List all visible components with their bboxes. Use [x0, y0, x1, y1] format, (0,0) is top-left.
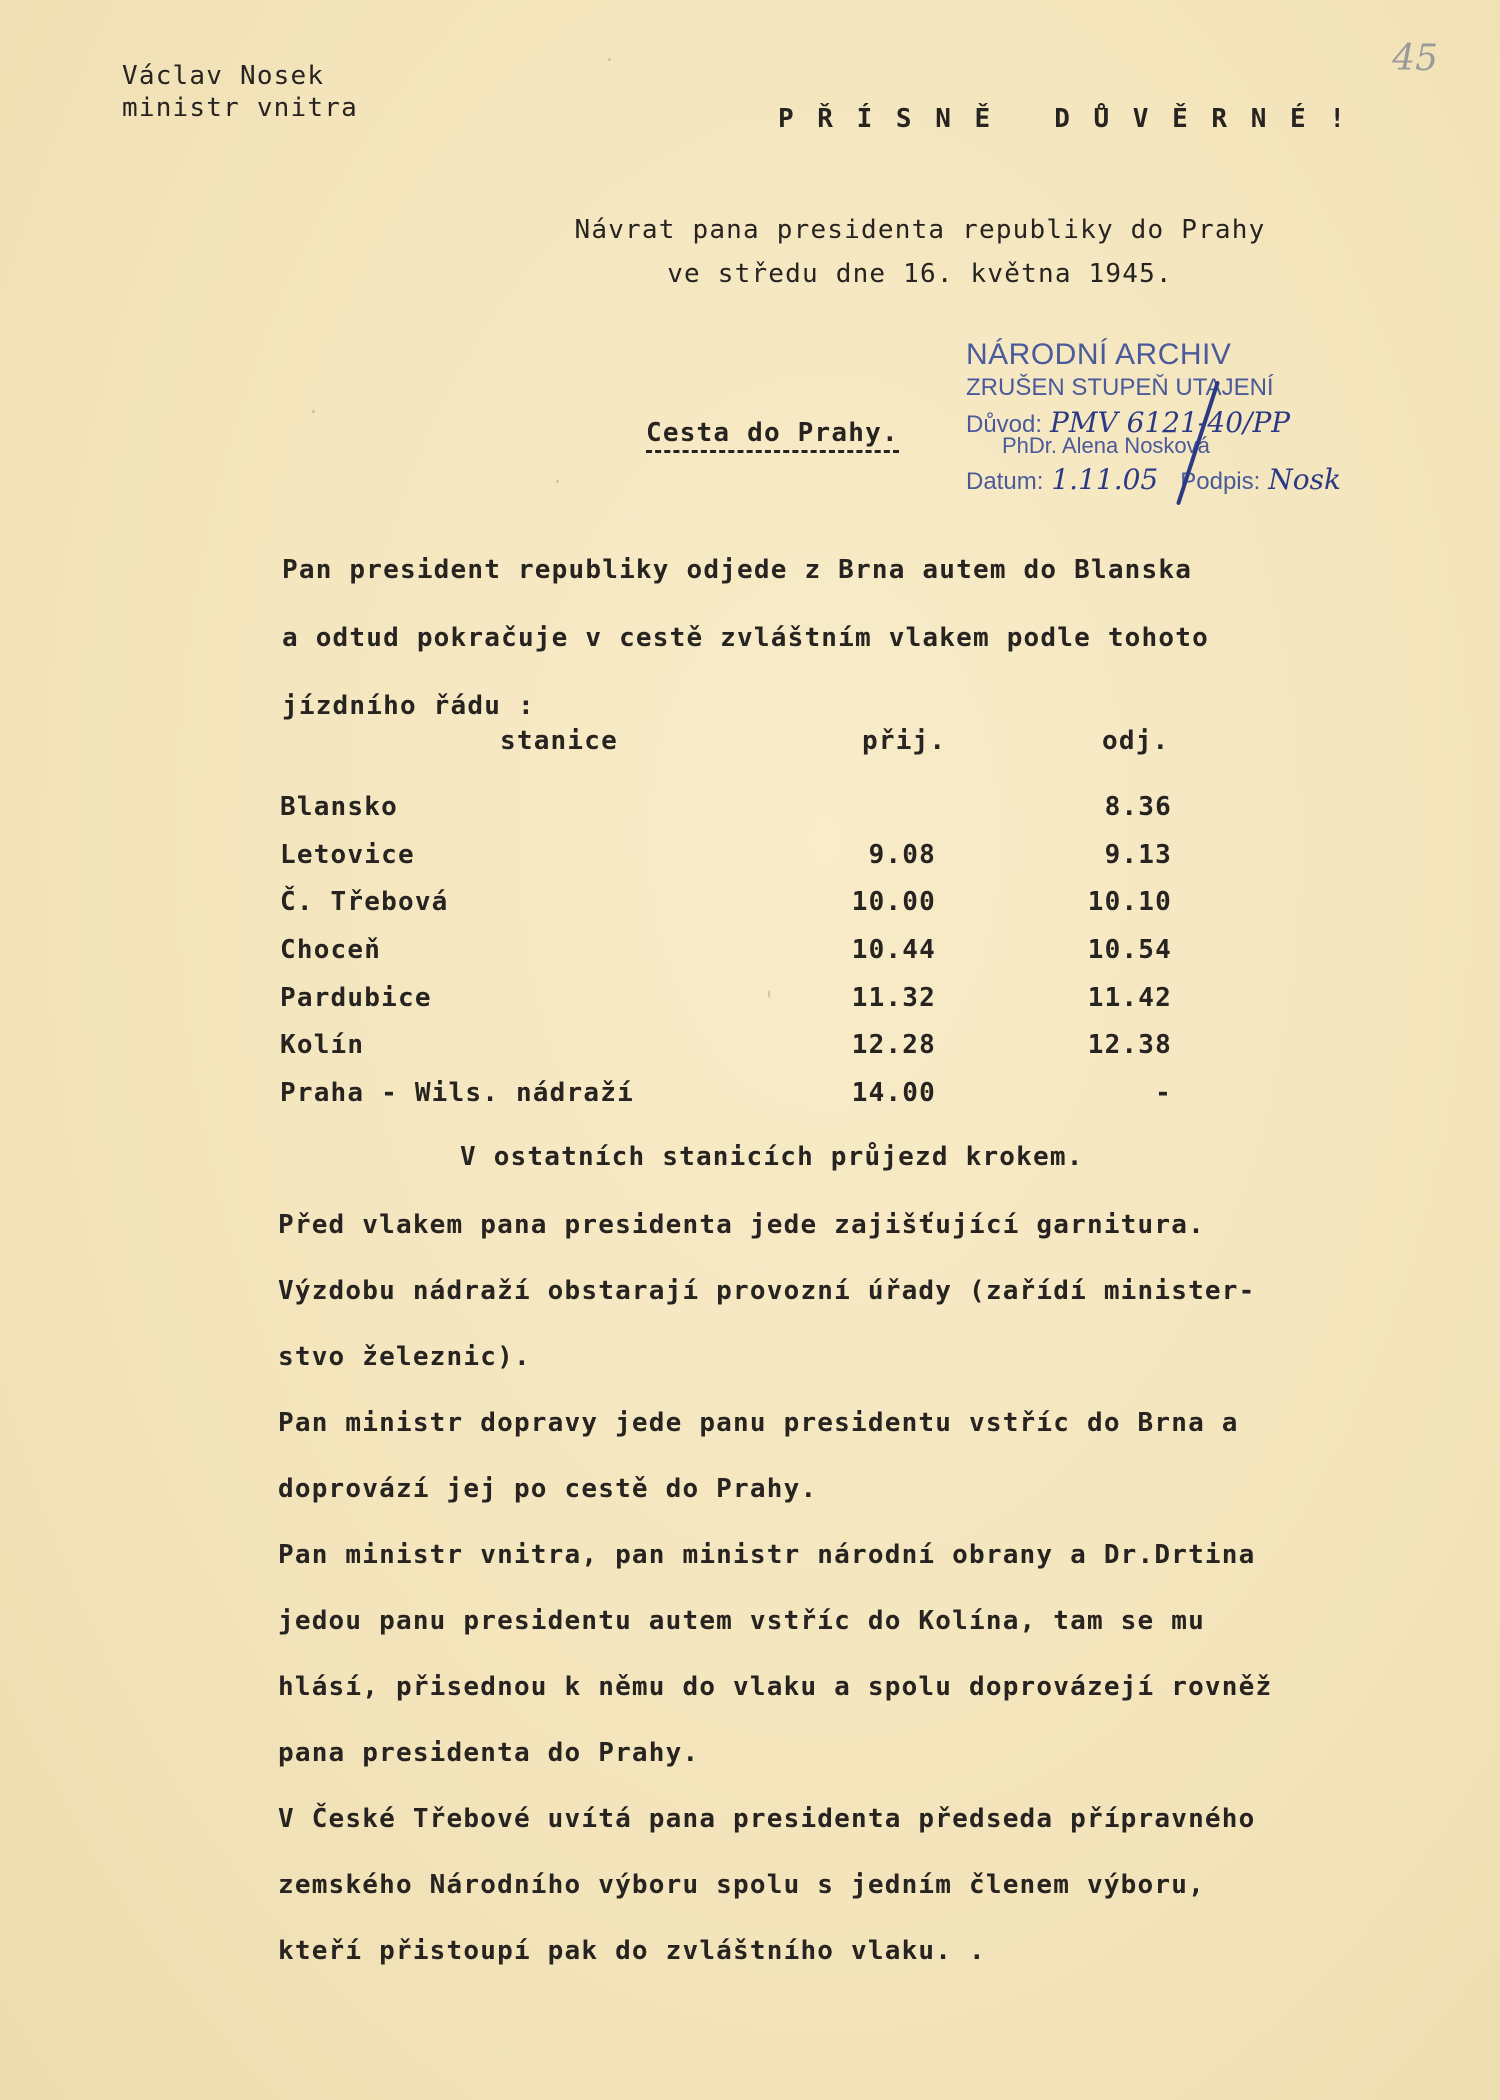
stamp-signature-label: Podpis: [1180, 468, 1261, 495]
sender-name: Václav Nosek [122, 61, 325, 91]
title-line-2: ve středu dne 16. května 1945. [667, 259, 1173, 289]
departure-time: - [1155, 1078, 1172, 1108]
body-line: Výzdobu nádraží obstarají provozní úřady (zařídí minister- [278, 1276, 1256, 1306]
body-line: V České Třebové uvítá pana presidenta předseda přípravného [278, 1804, 1256, 1834]
timetable-header-row [0, 726, 1500, 774]
classification-word-1: P Ř Í S N Ě [778, 104, 995, 134]
stamp-signature-value: Nosk [1268, 463, 1341, 496]
body-line: doprovází jej po cestě do Prahy. [278, 1474, 818, 1504]
body-line: Před vlakem pana presidenta jede zajišťující garnitura. [278, 1210, 1205, 1240]
stamp-date-value: 1.11.05 [1051, 463, 1159, 496]
body-line: zemského Národního výboru spolu s jedním členem výboru, [278, 1870, 1205, 1900]
classification-word-2: D Ů V Ě R N É ! [1054, 104, 1349, 134]
arrival-time: 14.00 [851, 1078, 936, 1108]
paper-speck [608, 58, 611, 61]
paper-speck [768, 990, 770, 998]
sender-block [122, 60, 358, 124]
body-line: jedou panu presidentu autem vstříc do Kolína, tam se mu [278, 1606, 1205, 1636]
header-station: stanice [500, 726, 618, 756]
station-name: Pardubice [280, 983, 432, 1013]
table-row [0, 792, 1500, 840]
intro-paragraph [282, 536, 1209, 740]
folio-number: 45 [1392, 38, 1438, 79]
arrival-time: 12.28 [851, 1030, 936, 1060]
stamp-reason-label: Důvod: [966, 411, 1043, 438]
body-line: kteří přistoupí pak do zvláštního vlaku. . [278, 1936, 986, 1966]
transit-note: V ostatních stanicích průjezd krokem. [460, 1142, 1084, 1172]
table-row [0, 935, 1500, 983]
document-title [0, 208, 1500, 296]
station-name: Č. Třebová [280, 887, 449, 917]
station-name: Kolín [280, 1030, 365, 1060]
station-name: Blansko [280, 792, 398, 822]
table-row [0, 840, 1500, 888]
intro-line: a odtud pokračuje v cestě zvláštním vlakem podle tohoto [282, 623, 1209, 653]
station-name: Choceň [280, 935, 382, 965]
table-row [0, 1078, 1500, 1126]
stamp-date-label: Datum: [966, 468, 1044, 495]
body-line: stvo železnic). [278, 1342, 531, 1372]
arrival-time: 10.00 [851, 887, 936, 917]
header-arrival: přij. [862, 726, 947, 756]
body-line: hlásí, přisednou k němu do vlaku a spolu doprovázejí rovněž [278, 1672, 1273, 1702]
stamp-line-1: NÁRODNÍ ARCHIV [966, 338, 1232, 371]
body-line: Pan ministr vnitra, pan ministr národní obrany a Dr.Drtina [278, 1540, 1256, 1570]
header-departure: odj. [1102, 726, 1170, 756]
arrival-time: 10.44 [851, 935, 936, 965]
departure-time: 10.54 [1087, 935, 1172, 965]
station-name: Praha - Wils. nádraží [280, 1078, 634, 1108]
table-row [0, 887, 1500, 935]
paper-speck [556, 480, 559, 483]
table-row [0, 983, 1500, 1031]
archive-stamp [966, 338, 1341, 496]
title-line-1: Návrat pana presidenta republiky do Prahy [574, 215, 1266, 245]
table-row [0, 1030, 1500, 1078]
stamp-reason-value: PMV 6121-40/PP [1050, 406, 1291, 439]
departure-time: 9.13 [1104, 840, 1172, 870]
body-line: pana presidenta do Prahy. [278, 1738, 700, 1768]
stamp-date-row [966, 463, 1341, 496]
stamp-name: PhDr. Alena Nosková [1002, 433, 1210, 458]
intro-line: jízdního řádu : [282, 691, 535, 721]
classification-mark [778, 104, 1349, 134]
intro-line: Pan president republiky odjede z Brna autem do Blanska [282, 555, 1193, 585]
body-text [278, 1192, 1272, 1984]
arrival-time: 11.32 [851, 983, 936, 1013]
stamp-line-2: ZRUŠEN STUPEŇ UTAJENÍ [966, 374, 1274, 401]
departure-time: 12.38 [1087, 1030, 1172, 1060]
body-line: Pan ministr dopravy jede panu presidentu vstříc do Brna a [278, 1408, 1239, 1438]
section-heading: Cesta do Prahy. [646, 418, 899, 448]
departure-time: 10.10 [1087, 887, 1172, 917]
arrival-time: 9.08 [868, 840, 936, 870]
paper-speck [312, 410, 315, 413]
departure-time: 11.42 [1087, 983, 1172, 1013]
sender-title: ministr vnitra [122, 93, 358, 123]
departure-time: 8.36 [1104, 792, 1172, 822]
station-name: Letovice [280, 840, 415, 870]
